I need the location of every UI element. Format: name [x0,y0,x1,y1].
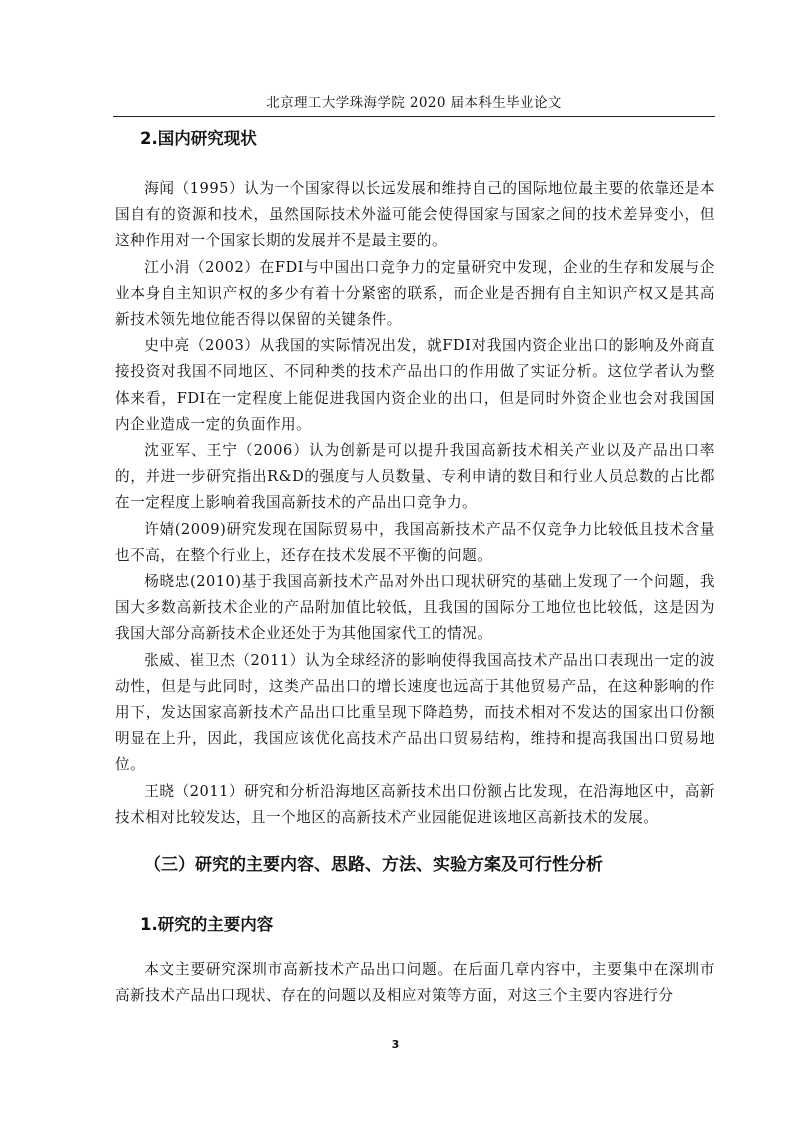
section-heading-research-content-methods: （三）研究的主要内容、思路、方法、实验方案及可行性分析 [144,855,603,875]
main-content-body [115,957,715,1009]
subsection-heading-main-content: 1.研究的主要内容 [140,915,274,934]
paragraph-yang-xiaozhong: 杨晓忠(2010)基于我国高新技术产品对外出口现状研究的基础上发现了一个问题，我国大多数高新技术企业的产品附加值比较低，且我国的国际分工地位也比较低，这是因为我国大部分高新技术企业还处于为其他国家代工的情况。 [115,573,715,643]
paragraph-jiang-xiaojuan: 江小涓（2002）在FDI与中国出口竞争力的定量研究中发现，企业的生存和发展与企业本身自主知识产权的多少有着十分紧密的联系，而企业是否拥有自主知识产权又是其高新技术领先地位能否得以保留的关键条件。 [115,258,715,329]
domestic-research-body [115,176,715,831]
paragraph-research-focus: 本文主要研究深圳市高新技术产品出口问题。在后面几章内容中，主要集中在深圳市高新技术产品出口现状、存在的问题以及相应对策等方面，对这三个主要内容进行分 [115,961,715,1005]
running-header: 北京理工大学珠海学院 2020 届本科生毕业论文 [266,95,562,111]
paragraph-zhang-wei-cui-weijie: 张威、崔卫杰（2011）认为全球经济的影响使得我国高技术产品出口表现出一定的波动性，但是与此同时，这类产品出口的增长速度也远高于其他贸易产品，在这种影响的作用下，发达国家高新技术产品出口比重呈现下降趋势，而技术相对不发达的国家出口份额明显在上升，因此，我国应该优化高技术产品出口贸易结构，维持和提高我国出口贸易地位。 [115,651,715,774]
paragraph-wang-xiao: 王晓（2011）研究和分析沿海地区高新技术出口份额占比发现，在沿海地区中，高新技术相对比较发达，且一个地区的高新技术产业园能促进该地区高新技术的发展。 [115,782,715,826]
page-number: 3 [391,1038,400,1051]
paragraph-shen-yajun-wang-ning: 沈亚军、王宁（2006）认为创新是可以提升我国高新技术相关产业以及产品出口率的，并进一步研究指出R&D的强度与人员数量、专利申请的数目和行业人员总数的占比都在一定程度上影响着我国高新技术的产品出口竞争力。 [115,442,715,512]
paragraph-hai-wen: 海闻（1995）认为一个国家得以长远发展和维持自己的国际地位最主要的依靠还是本国自有的资源和技术，虽然国际技术外溢可能会使得国家与国家之间的技术差异变小，但这种作用对一个国家长期的发展并不是最主要的。 [115,180,715,250]
section-heading-domestic-research: 2.国内研究现状 [140,129,257,148]
paragraph-xu-jing: 许婧(2009)研究发现在国际贸易中，我国高新技术产品不仅竞争力比较低且技术含量也不高，在整个行业上，还存在技术发展不平衡的问题。 [115,520,715,564]
paragraph-shi-zhongliang: 史中亮（2003）从我国的实际情况出发，就FDI对我国内资企业出口的影响及外商直接投资对我国不同地区、不同种类的技术产品出口的作用做了实证分析。这位学者认为整体来看，FDI在一定程度上能促进我国内资企业的出口，但是同时外资企业也会对我国国内企业造成一定的负面作用。 [115,337,715,433]
header-rule [113,116,715,117]
